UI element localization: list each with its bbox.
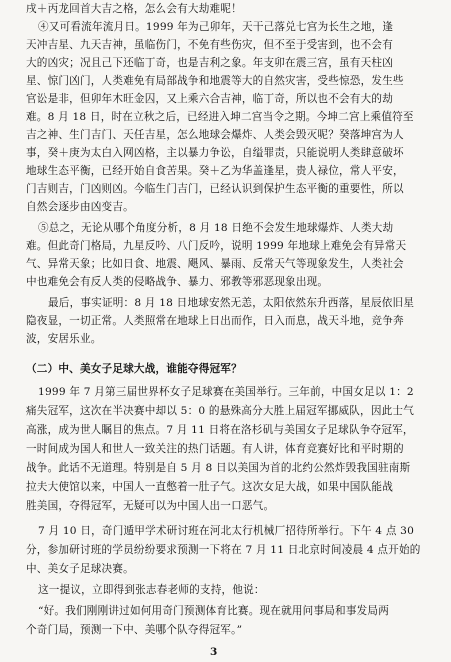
text-line-25: 战争。此话不无道理。特别是自 5 月 8 日以美国为首的北约公然炸毁我国驻南斯 — [26, 462, 411, 474]
text-line-7: 难。8 月 18 日，时在立秋之后，已经进入坤二宫当令之期。今坤二宫上乘值符至 — [26, 111, 414, 123]
text-line-22: 痛失冠军，这次在半决赛中却以 5：0 的悬殊高分大胜上届冠军挪威队，因此士气 — [26, 405, 414, 417]
text-line-13: ⑤总之，无论从哪个角度分析，8 月 18 日绝不会发生地球爆炸、人类大劫 — [38, 222, 394, 234]
text-line-18: 隐夜显，一切正常。人类照常在地球上日出而作，日入而息，战天斗地，竞争奔 — [26, 315, 404, 327]
text-line-10: 地球生态平衡，已经开始自食苦果。癸＋乙为华盖逢星，贵人禄位，常人平安， — [26, 165, 404, 177]
text-line-2: ④又可看流年流月日。1999 年为己卯年，天干己落兑七宫为长生之地，逢 — [38, 21, 394, 33]
text-line-4: 大的凶灾；况且己下还临丁奇，也是吉利之象。年支卯在震三宫，虽有天柱凶 — [26, 57, 393, 69]
text-line-32: “好。我们刚刚讲过如何用奇门预测体育比赛。现在就用问事局和事发局两 — [38, 605, 390, 617]
text-line-24: 一时间成为国人和世人一致关注的热门话题。有人讲，体育竞赛好比和平时期的 — [26, 443, 404, 455]
text-line-28: 7 月 10 日，奇门遁甲学术研讨班在河北太行机械厂招待所举行。下午 4 点 30 — [38, 525, 415, 537]
text-line-15: 气、异常天象；比如日食、地震、飓风、暴雨、反常天气等现象发生，人类社会 — [26, 258, 404, 270]
text-line-26: 拉夫大使馆以来，中国人一直憋着一肚子气。这次女足大战，如果中国队能战 — [26, 481, 393, 493]
text-line-16: 中也难免会有反人类的侵略战争、暴力、邪教等邪恶现象出现。 — [26, 276, 329, 288]
text-line-14: 难。但此奇门格局，九星反吟、八门反吟，说明 1999 年地球上难免会有异常天 — [26, 240, 407, 252]
text-line-1: 戌＋丙龙回首大吉之格，怎么会有大劫难呢！ — [26, 3, 242, 15]
text-line-27: 胜美国，夺得冠军，无疑可以为中国人出一口恶气。 — [26, 500, 275, 512]
text-line-21: 1999 年 7 月第三届世界杯女子足球赛在美国举行。三年前，中国女足以 1：2 — [38, 386, 414, 398]
text-line-30: 中、美女子足球决赛。 — [26, 563, 134, 575]
text-line-19: 波，安居乐业。 — [26, 333, 102, 345]
text-line-6: 官讼是非，但卯年木旺金囚，又上乘六合吉神，临丁奇，所以也不会有大的劫 — [26, 93, 393, 105]
text-line-23: 高涨，成为世人瞩目的焦点。7 月 11 日将在洛杉矶与美国女子足球队争夺冠军， — [26, 424, 414, 436]
text-line-12: 自然会逐步由凶变吉。 — [26, 201, 134, 213]
text-line-8: 吉之神、生门吉门、天任吉星，怎么地球会爆炸、人类会毁灭呢？癸落坤宫为人 — [26, 129, 404, 141]
section-heading: （二）中、美女子足球大战，谁能夺得冠军？ — [26, 363, 242, 375]
page-number: 3 — [210, 646, 218, 658]
text-line-3: 天冲吉星、九天吉神，虽临伤门，不免有些伤灾，但不至于受害到，也不会有 — [26, 39, 393, 51]
text-line-29: 分，参加研讨班的学员纷纷要求预测一下将在 7 月 11 日北京时间凌晨 4 点开始的 — [26, 544, 421, 556]
text-line-31: 这一提议，立即得到张志春老师的支持，他说： — [38, 584, 265, 596]
text-line-11: 门吉则吉，门凶则凶。今临生门吉门，已经认识到保护生态平衡的重要性，所以 — [26, 183, 404, 195]
text-line-5: 星、惊门凶门，人类难免有局部战争和地震等大的自然灾害，受些惊恐，发生些 — [26, 75, 404, 87]
text-line-33: 个奇门局，预测一下中、美哪个队夺得冠军。” — [26, 624, 243, 636]
text-line-9: 事，癸＋庚为太白入网凶格，主以暴力争讼，自缢罪责，只能说明人类肆意破坏 — [26, 147, 404, 159]
text-line-17: 最后，事实证明：8 月 18 日地球安然无恙，太阳依然东升西落，星辰依旧星 — [48, 297, 415, 309]
